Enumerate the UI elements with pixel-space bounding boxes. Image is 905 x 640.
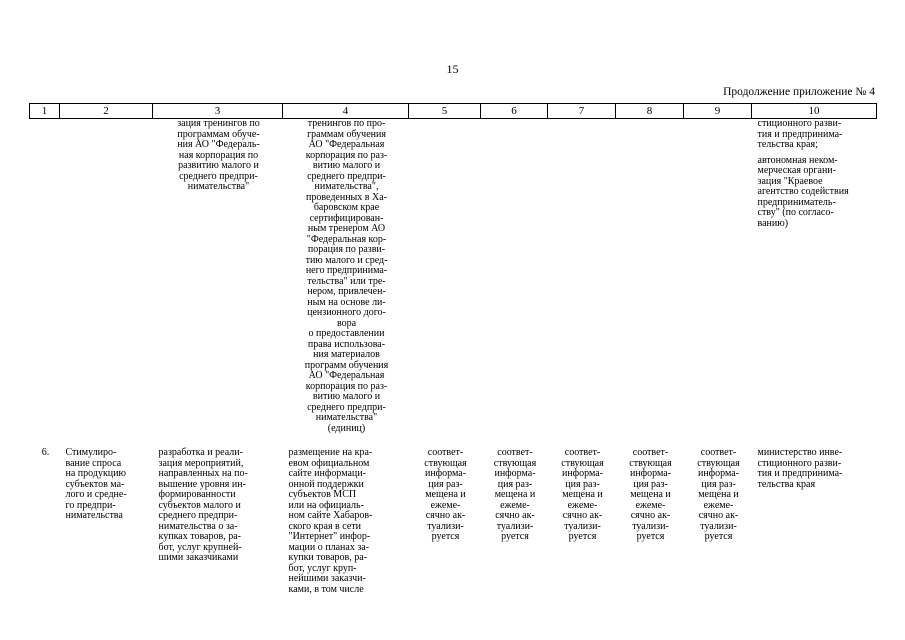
value-cell-8 — [616, 119, 684, 435]
activity-cell: зация тренингов по программам обуче- ния АО "Федераль- ная корпорация по развитию малого и среднего предпри- нимательства" — [177, 118, 260, 192]
table-row — [30, 119, 877, 435]
column-header-1: 1 — [30, 104, 60, 119]
value-cell-9 — [684, 119, 752, 435]
responsible-text: стиционного разви- тия и предпринима- тельства края; — [757, 118, 843, 150]
responsible-cell — [752, 119, 877, 435]
responsible-cell: министерство инве- стиционного разви- тия и предпринима- тельства края — [757, 447, 843, 490]
column-header-6: 6 — [481, 104, 548, 119]
value-cell-5: соответ- ствующая информа- ция раз- мещена и ежеме- сячно ак- туализи- руется — [424, 447, 467, 542]
value-cell-5 — [409, 119, 481, 435]
value-cell-7 — [548, 119, 616, 435]
column-header-2: 2 — [60, 104, 153, 119]
row-number-cell: 6. — [41, 447, 50, 458]
column-header-10: 10 — [752, 104, 877, 119]
responsible-text: автономная неком- мерческая органи- зация "Краевое агентство содействия предприниматель- ству" (по согласо- ванию) — [757, 154, 849, 229]
row-spacer — [30, 434, 877, 448]
value-cell-8: соответ- ствующая информа- ция раз- мещена и ежеме- сячно ак- туализи- руется — [629, 447, 672, 542]
column-header-3: 3 — [153, 104, 283, 119]
value-cell-6 — [481, 119, 548, 435]
appendix-table — [29, 103, 877, 595]
value-cell-7: соответ- ствующая информа- ция раз- мещена и ежеме- сячно ак- туализи- руется — [561, 447, 604, 542]
page-number: 15 — [446, 62, 459, 76]
appendix-continuation-label: Продолжение приложение № 4 — [723, 86, 875, 98]
table-header-row — [30, 104, 877, 119]
indicator-cell: размещение на кра- евом официальном сайте информаци- онной поддержки субъектов МСП или на официаль- ном сайте Хабаров- ского края в сети "Интернет" инфор- мации о планах за- купки товаров, ра- бот, услуг круп- нейшими заказчи- ками, в том числе — [288, 447, 373, 595]
table-row — [30, 448, 877, 595]
activity-cell: разработка и реали- зация мероприятий, направленных на по- вышение уровня ин- формированности субъектов малого и среднего предпри- нимательства о за- купках товаров, ра- бот, услуг крупней- шими заказчиками — [158, 447, 248, 563]
column-header-7: 7 — [548, 104, 616, 119]
column-header-9: 9 — [684, 104, 752, 119]
value-cell-9: соответ- ствующая информа- ция раз- мещена и ежеме- сячно ак- туализи- руется — [697, 447, 740, 542]
task-cell — [60, 119, 153, 435]
column-header-4: 4 — [283, 104, 409, 119]
column-header-8: 8 — [616, 104, 684, 119]
value-cell-6: соответ- ствующая информа- ция раз- мещена и ежеме- сячно ак- туализи- руется — [493, 447, 537, 542]
indicator-cell: тренингов по про- граммам обучения АО "Федеральная корпорация по раз- витию малого и среднего предпри- нимательства", проведенных в Ха- баровском крае сертифицирован- ным тренером АО "Федеральная кор- порация по разви- тию малого и сред- него предпринима- тельства" или тре- нером, привлечен- ным на основе ли- цензионного дого- вора о предоставлении права использова- ния материалов программ обучения АО "Федеральная корпорация по раз- витию малого и среднего предпри- нимательства" (единиц) — [304, 118, 389, 434]
row-number-cell — [30, 119, 60, 435]
column-header-5: 5 — [409, 104, 481, 119]
task-cell: Стимулиро- вание спроса на продукцию субъектов ма- лого и средне- го предпри- нимательства — [65, 447, 127, 521]
